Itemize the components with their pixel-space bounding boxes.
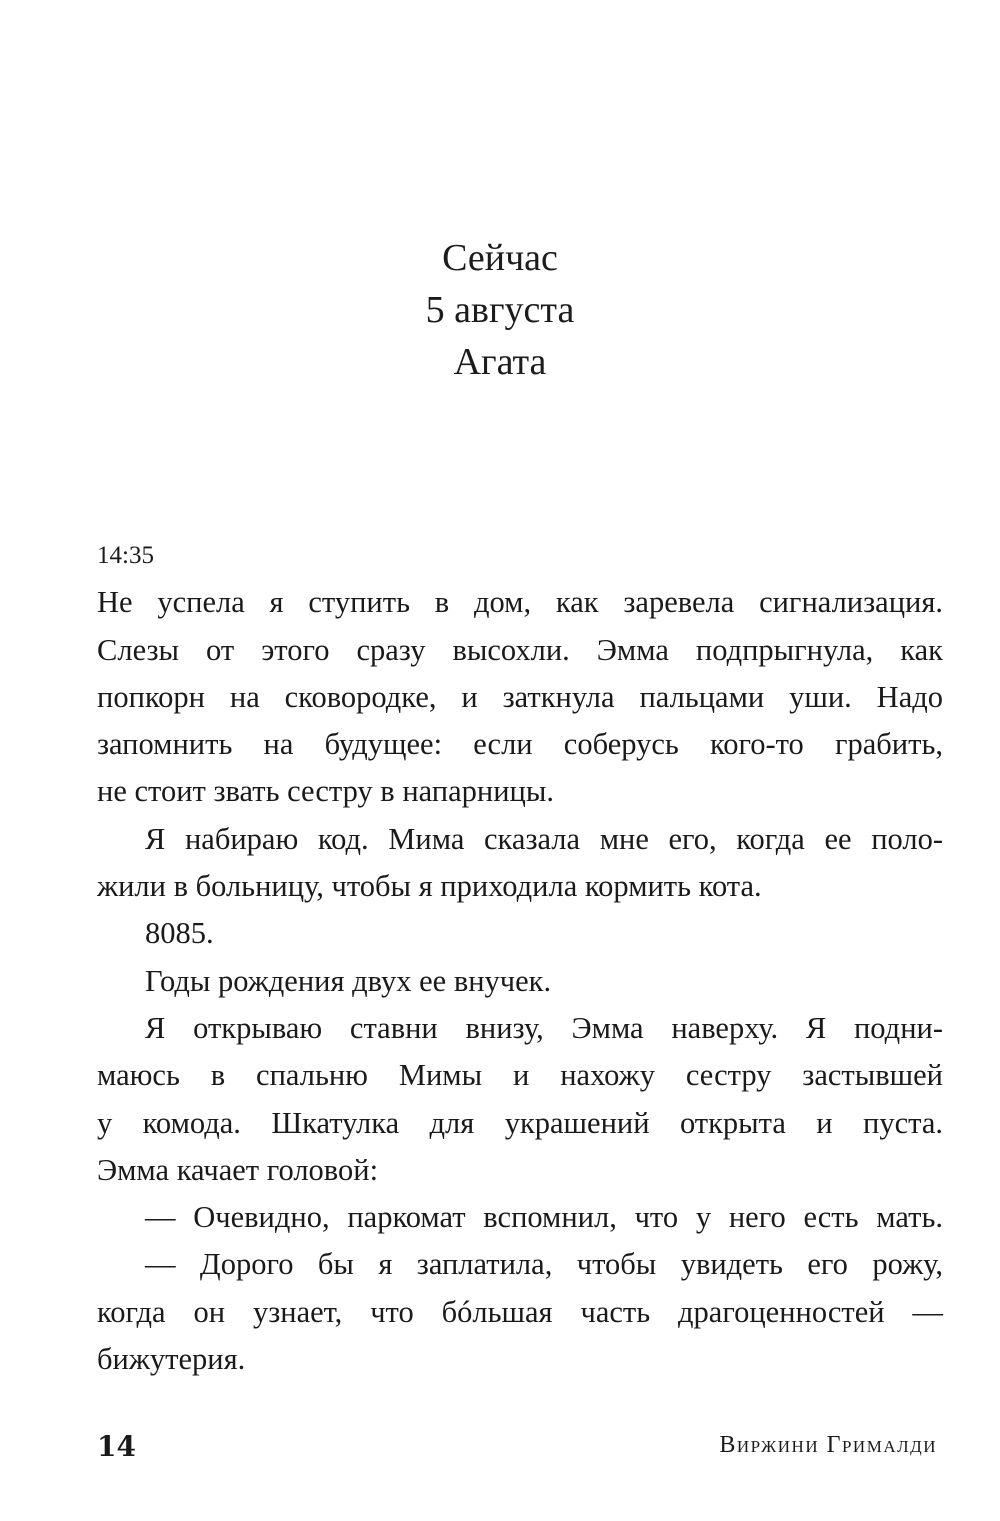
chapter-heading <box>0 232 1000 388</box>
running-author: Виржини Грималди <box>719 1432 937 1458</box>
dialogue-line: — Дорого бы я заплатила, чтобы увидеть его рожу, <box>145 1247 943 1282</box>
dialogue-line: — Очевидно, паркомат вспомнил, что у него есть мать. <box>145 1200 943 1235</box>
heading-time-label: Сейчас <box>442 237 558 279</box>
text-line: Годы рождения двух ее внучек. <box>145 963 552 998</box>
page-footer <box>97 1430 937 1470</box>
text-line: Не успела я ступить в дом, как заревела сигнализация. <box>97 585 943 620</box>
heading-date: 5 августа <box>425 289 575 331</box>
text-line: Я открываю ставни внизу, Эмма наверху. Я подни- <box>145 1010 943 1045</box>
heading-narrator: Агата <box>453 341 547 383</box>
text-line: не стоит звать сестру в напарницы. <box>97 774 554 809</box>
text-line: Эмма качает головой: <box>97 1152 379 1187</box>
text-line: когда он узнает, что бóльшая часть драгоценностей — <box>97 1294 943 1329</box>
text-line: попкорн на сковородке, и заткнула пальцами уши. Надо <box>97 679 943 714</box>
text-line: бижутерия. <box>97 1342 246 1377</box>
text-line: маюсь в спальню Мимы и нахожу сестру застывшей <box>97 1058 943 1093</box>
text-line: Я набираю код. Мима сказала мне его, когда ее поло- <box>145 821 943 856</box>
body-text <box>97 532 943 1383</box>
time-stamp: 14:35 <box>97 542 154 569</box>
text-line: Слезы от этого сразу высохли. Эмма подпрыгнула, как <box>97 632 943 667</box>
text-line: 8085. <box>145 916 214 951</box>
text-line: жили в больницу, чтобы я приходила кормить кота. <box>97 869 762 904</box>
page-number: 14 <box>97 1430 136 1463</box>
text-line: у комода. Шкатулка для украшений открыта и пуста. <box>97 1105 943 1140</box>
text-line: запомнить на будущее: если соберусь кого-то грабить, <box>97 727 943 762</box>
